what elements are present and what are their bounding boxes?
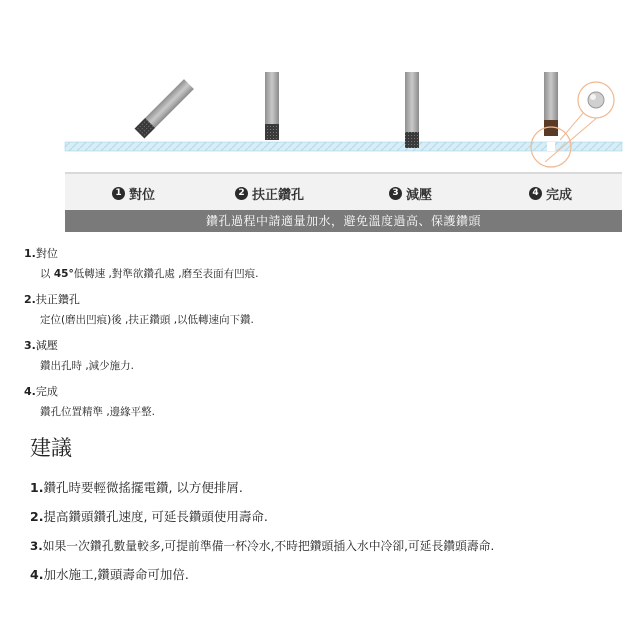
item-number: 2.	[24, 293, 36, 306]
instruction-item	[24, 382, 624, 428]
suggestion-number: 1.	[30, 480, 44, 495]
suggestion-item	[30, 478, 630, 507]
suggestion-number: 4.	[30, 567, 44, 582]
step-label: 完成	[546, 188, 573, 203]
item-number: 4.	[24, 385, 36, 398]
item-number: 1.	[24, 247, 36, 260]
instruction-item	[24, 290, 624, 336]
drilled-hole	[588, 92, 604, 108]
step-1	[112, 184, 155, 203]
step-label: 減壓	[406, 188, 433, 203]
step-number-badge: 1	[112, 187, 125, 200]
item-title: 扶正鑽孔	[35, 293, 80, 306]
step-number-badge: 4	[529, 187, 542, 200]
item-desc-prefix: 以	[40, 268, 54, 280]
instruction-item	[24, 244, 624, 290]
suggestions-list	[30, 478, 630, 594]
step-label: 對位	[129, 188, 156, 203]
glass-surface	[65, 142, 622, 151]
suggestion-text: 加水施工,鑽頭壽命可加倍.	[43, 567, 189, 582]
step-3	[389, 184, 432, 203]
suggestion-text: 如果一次鑽孔數量較多,可提前準備一杯冷水,不時把鑽頭插入水中冷卻,可延長鑽頭壽命.	[42, 539, 495, 553]
item-desc: 鑽孔位置精準 ,邊緣平整.	[40, 406, 156, 418]
step-number-badge: 3	[389, 187, 402, 200]
step-label: 扶正鑽孔	[252, 188, 305, 203]
suggestion-item	[30, 536, 630, 565]
suggestion-text: 提高鑽頭鑽孔速度, 可延長鑽頭使用壽命.	[43, 509, 268, 524]
suggestions-heading: 建議	[30, 436, 72, 460]
item-title: 對位	[35, 247, 58, 260]
item-title: 完成	[35, 385, 58, 398]
step-2	[235, 184, 304, 203]
item-desc: 鑽出孔時 ,減少施力.	[40, 360, 135, 372]
instruction-item	[24, 336, 624, 382]
suggestion-item	[30, 507, 630, 536]
suggestion-item	[30, 565, 630, 594]
drill-bit-complete	[531, 72, 614, 167]
item-desc: 低轉速 ,對準欲鑽孔處 ,磨至表面有凹痕.	[73, 268, 259, 280]
item-desc: 定位(磨出凹痕)後 ,扶正鑽頭 ,以低轉速向下鑽.	[40, 314, 254, 326]
step-4	[529, 184, 572, 203]
item-number: 3.	[24, 339, 36, 352]
water-notice-banner: 鑽孔過程中請適量加水，避免溫度過高、保護鑽頭	[65, 210, 622, 232]
item-desc-angle: 45°	[53, 268, 74, 280]
suggestion-number: 3.	[30, 539, 43, 553]
step-number-badge: 2	[235, 187, 248, 200]
step-labels-bar	[65, 172, 622, 212]
drill-bit-upright	[265, 72, 279, 140]
drill-bit-angled	[135, 79, 194, 138]
steps-instructions-list	[24, 244, 624, 428]
suggestion-number: 2.	[30, 509, 44, 524]
suggestion-text: 鑽孔時要輕微搖擺電鑽, 以方便排屑.	[43, 480, 243, 495]
item-title: 減壓	[35, 339, 58, 352]
drill-bit-pressing	[405, 72, 419, 148]
